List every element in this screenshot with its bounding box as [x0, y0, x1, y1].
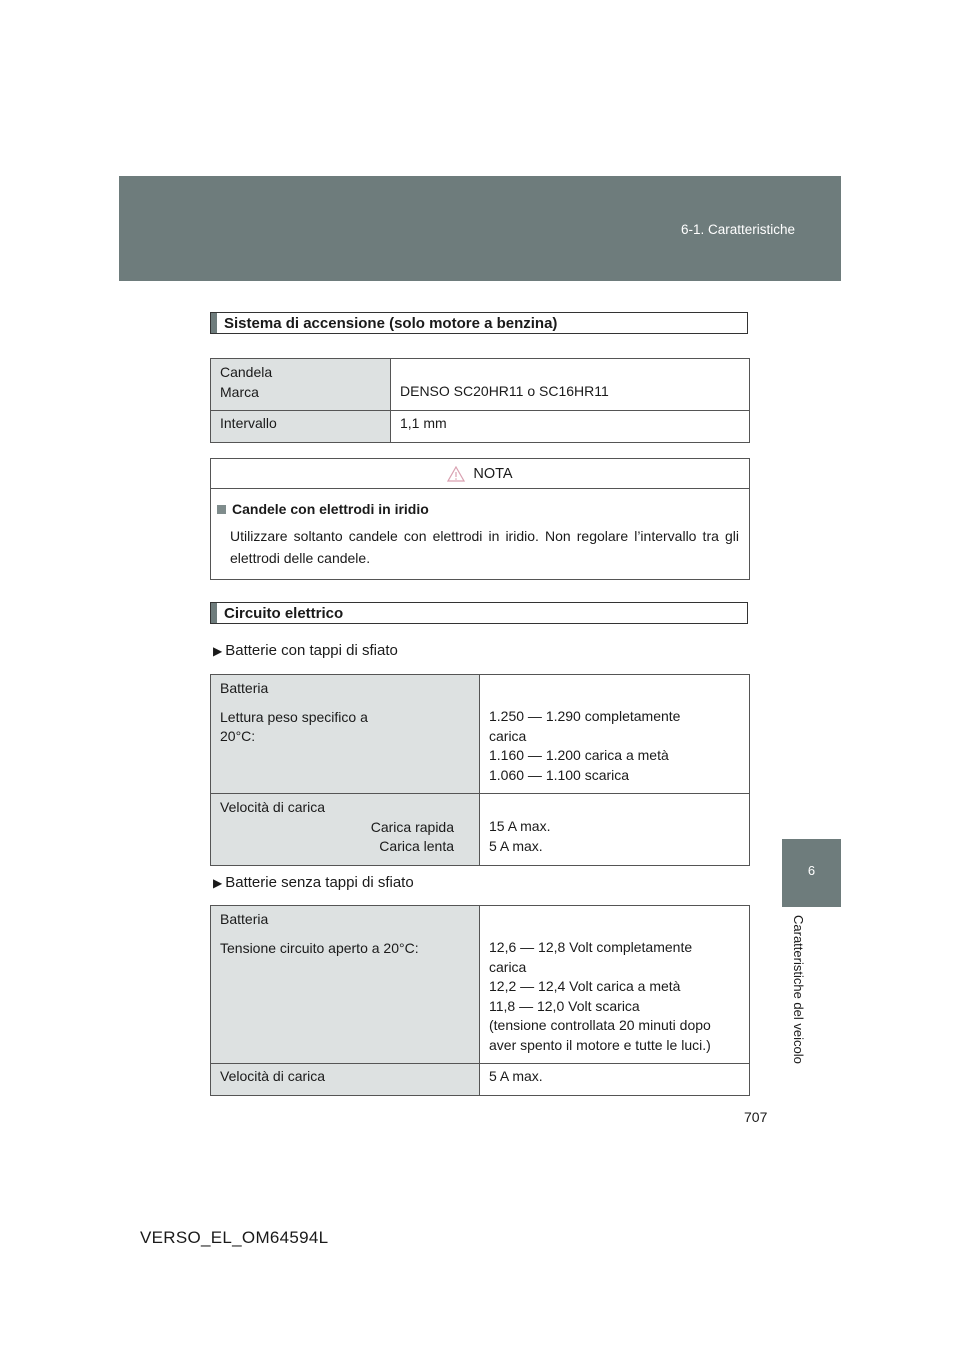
battery-heading: Batteria — [220, 680, 269, 696]
ignition-heading: Sistema di accensione (solo motore a benzina) — [210, 312, 748, 334]
slow-charge-label: Carica lenta — [379, 838, 454, 854]
voltage-value-line: 11,8 — 12,0 Volt scarica — [489, 997, 640, 1014]
vented-charge-label — [211, 794, 480, 866]
note-body — [211, 489, 749, 569]
triangle-bullet-icon: ▶ — [213, 644, 223, 658]
sealed-charge-value — [480, 1064, 750, 1096]
spark-plug-value — [391, 359, 750, 411]
table-row — [211, 359, 750, 411]
note-text: Utilizzare soltanto candele con elettrodi in iridio. Non regolare l’intervallo tra gli elettrodi delle candele. — [230, 528, 739, 566]
spark-plug-label-line: Marca — [220, 383, 259, 400]
fast-charge-value: 15 A max. — [489, 818, 551, 834]
sealed-charge-label-text: Velocità di carica — [220, 1068, 326, 1084]
spark-plug-label — [211, 359, 391, 411]
slow-charge-value: 5 A max. — [489, 837, 543, 854]
sealed-bullet — [213, 874, 414, 891]
section-label: 6-1. Caratteristiche — [680, 222, 795, 237]
gravity-value-line: carica — [489, 727, 527, 744]
vented-charge-value — [480, 794, 750, 866]
gap-label-text: Intervallo — [220, 415, 277, 431]
ignition-table — [210, 358, 750, 443]
table-row — [211, 411, 750, 443]
document-code: VERSO_EL_OM64594L — [140, 1228, 329, 1247]
chapter-tab — [782, 839, 841, 907]
electric-heading: Circuito elettrico — [210, 602, 748, 624]
header-band — [119, 176, 841, 281]
battery-heading: Batteria — [220, 911, 269, 927]
gravity-label-line: Lettura peso specifico a — [220, 708, 368, 725]
vented-bullet-text: Batterie con tappi di sfiato — [225, 642, 398, 659]
gap-value-text: 1,1 mm — [400, 415, 447, 431]
table-row — [211, 675, 750, 794]
sealed-charge-value-text: 5 A max. — [489, 1068, 543, 1084]
voltage-value-line: 12,2 — 12,4 Volt carica a metà — [489, 978, 681, 994]
chapter-number: 6 — [807, 863, 816, 878]
gravity-value-line: 1.060 — 1.100 scarica — [489, 766, 630, 783]
vented-battery-value — [480, 675, 750, 794]
voltage-value-line: 12,6 — 12,8 Volt completamente — [489, 939, 693, 955]
gap-label — [211, 411, 391, 443]
note-header — [211, 459, 749, 489]
spark-plug-label-line: Candela — [220, 364, 273, 380]
voltage-value-line: (tensione controllata 20 minuti dopo — [489, 1017, 711, 1033]
table-row — [211, 1064, 750, 1096]
gravity-label-line: 20°C: — [220, 728, 256, 744]
chapter-label: Caratteristiche del veicolo — [791, 915, 806, 1064]
gravity-value-line: 1.160 — 1.200 carica a metà — [489, 747, 669, 763]
vented-battery-table — [210, 674, 750, 866]
vented-battery-label — [211, 675, 480, 794]
triangle-bullet-icon: ▶ — [213, 876, 223, 890]
sealed-bullet-text: Batterie senza tappi di sfiato — [225, 874, 414, 891]
gap-value — [391, 411, 750, 443]
note-subtitle — [217, 501, 739, 517]
voltage-value-line: aver spento il motore e tutte le luci.) — [489, 1036, 711, 1053]
charge-heading: Velocità di carica — [220, 799, 326, 815]
gravity-value-line: 1.250 — 1.290 completamente — [489, 708, 681, 724]
square-bullet-icon — [217, 505, 226, 514]
voltage-value-line: carica — [489, 958, 527, 975]
page-number: 707 — [744, 1109, 768, 1125]
table-row — [211, 906, 750, 1064]
vented-bullet — [213, 642, 398, 659]
spark-plug-brand: DENSO SC20HR11 o SC16HR11 — [400, 383, 609, 399]
sealed-battery-label — [211, 906, 480, 1064]
sealed-battery-value — [480, 906, 750, 1064]
note-box — [210, 458, 750, 580]
sealed-battery-table — [210, 905, 750, 1096]
note-subtitle-text: Candele con elettrodi in iridio — [232, 501, 429, 517]
fast-charge-label: Carica rapida — [370, 818, 454, 835]
table-row — [211, 794, 750, 866]
note-title: NOTA — [473, 465, 513, 482]
sealed-charge-label — [211, 1064, 480, 1096]
voltage-label: Tensione circuito aperto a 20°C: — [220, 939, 419, 956]
warning-icon — [447, 466, 465, 482]
